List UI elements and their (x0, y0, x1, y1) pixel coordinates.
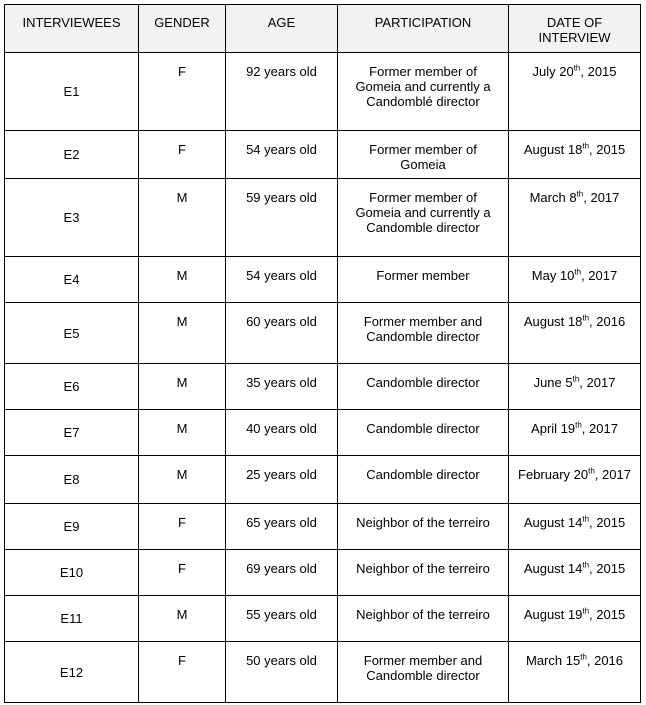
table-row (5, 257, 641, 303)
age-cell: 35 years old (226, 364, 338, 410)
header-gender: GENDER (139, 5, 226, 53)
date-ordinal-suffix: th (580, 652, 587, 662)
header-date-of-interview: DATE OF INTERVIEW (509, 5, 641, 53)
date-ordinal-suffix: th (573, 63, 581, 73)
table-row (5, 131, 641, 179)
age-cell: 69 years old (226, 550, 338, 596)
gender-cell: F (139, 53, 226, 131)
header-interviewees: INTERVIEWEES (5, 5, 139, 53)
participation-cell: Neighbor of the terreiro (338, 596, 509, 642)
date-cell (509, 596, 641, 642)
date-cell (509, 303, 641, 364)
participation-cell: Neighbor of the terreiro (338, 504, 509, 550)
date-ordinal-suffix: th (582, 560, 590, 570)
date-ordinal-suffix: th (582, 141, 590, 151)
gender-cell: F (139, 642, 226, 703)
date-main: August 14 (523, 561, 583, 576)
gender-cell: F (139, 131, 226, 179)
date-cell (509, 53, 641, 131)
date-year: , 2017 (579, 375, 616, 390)
interviewee-id: E5 (5, 303, 139, 364)
interviewee-id: E1 (5, 53, 139, 131)
interviewee-id: E8 (5, 456, 139, 504)
date-main: March 8 (529, 190, 577, 205)
date-main: August 14 (523, 515, 583, 530)
date-year: , 2015 (580, 64, 617, 79)
participation-cell: Former member and Candomble director (338, 303, 509, 364)
date-main: August 19 (523, 607, 583, 622)
date-cell (509, 642, 641, 703)
gender-cell: M (139, 596, 226, 642)
table-row (5, 364, 641, 410)
date-ordinal-suffix: th (582, 514, 590, 524)
table-row (5, 642, 641, 703)
date-cell (509, 179, 641, 257)
date-year: , 2015 (589, 607, 626, 622)
gender-cell: M (139, 364, 226, 410)
interviewee-id: E7 (5, 410, 139, 456)
table-row (5, 504, 641, 550)
age-cell: 54 years old (226, 131, 338, 179)
date-main: March 15 (525, 653, 581, 668)
gender-cell: F (139, 550, 226, 596)
date-main: May 10 (531, 268, 575, 283)
participation-cell: Candomble director (338, 456, 509, 504)
table-row (5, 410, 641, 456)
interviewee-id: E4 (5, 257, 139, 303)
gender-cell: M (139, 257, 226, 303)
date-main: June 5 (533, 375, 573, 390)
date-cell (509, 364, 641, 410)
interviewee-id: E10 (5, 550, 139, 596)
participation-cell: Neighbor of the terreiro (338, 550, 509, 596)
date-year: , 2015 (589, 561, 626, 576)
interviewee-id: E3 (5, 179, 139, 257)
age-cell: 55 years old (226, 596, 338, 642)
interviewee-id: E2 (5, 131, 139, 179)
date-year: , 2017 (581, 268, 618, 283)
date-cell (509, 456, 641, 504)
participation-cell: Candomble director (338, 364, 509, 410)
gender-cell: M (139, 410, 226, 456)
date-main: August 18 (523, 142, 583, 157)
date-cell (509, 131, 641, 179)
date-ordinal-suffix: th (572, 374, 580, 384)
table-row (5, 550, 641, 596)
header-age: AGE (226, 5, 338, 53)
date-cell (509, 257, 641, 303)
gender-cell: M (139, 303, 226, 364)
age-cell: 92 years old (226, 53, 338, 131)
date-year: , 2017 (583, 190, 620, 205)
age-cell: 50 years old (226, 642, 338, 703)
date-year: , 2017 (594, 467, 631, 482)
header-row (5, 5, 641, 53)
date-cell (509, 410, 641, 456)
gender-cell: M (139, 179, 226, 257)
date-cell (509, 550, 641, 596)
date-year: , 2016 (586, 653, 624, 668)
table-row (5, 303, 641, 364)
participation-cell: Former member of Gomeia and currently a Candomble director (338, 179, 509, 257)
date-main: August 18 (523, 314, 583, 329)
date-cell (509, 504, 641, 550)
interviewee-id: E9 (5, 504, 139, 550)
table-row (5, 456, 641, 504)
date-ordinal-suffix: th (574, 267, 582, 277)
age-cell: 60 years old (226, 303, 338, 364)
table-row (5, 53, 641, 131)
age-cell: 54 years old (226, 257, 338, 303)
age-cell: 65 years old (226, 504, 338, 550)
interviewee-id: E6 (5, 364, 139, 410)
interviewee-id: E12 (5, 642, 139, 703)
date-main: February 20 (518, 467, 589, 482)
date-main: April 19 (531, 421, 576, 436)
participation-cell: Candomble director (338, 410, 509, 456)
header-participation: PARTICIPATION (338, 5, 509, 53)
participation-cell: Former member of Gomeia and currently a Candomblé director (338, 53, 509, 131)
date-ordinal-suffix: th (576, 189, 584, 199)
participation-cell: Former member (338, 257, 509, 303)
date-ordinal-suffix: th (588, 466, 595, 476)
date-year: , 2016 (589, 314, 626, 329)
date-ordinal-suffix: th (582, 313, 590, 323)
participation-cell: Former member and Candomble director (338, 642, 509, 703)
age-cell: 40 years old (226, 410, 338, 456)
interviewee-id: E11 (5, 596, 139, 642)
table-row (5, 596, 641, 642)
date-ordinal-suffix: th (575, 420, 582, 430)
date-year: , 2015 (589, 142, 626, 157)
date-ordinal-suffix: th (582, 606, 590, 616)
participation-cell: Former member of Gomeia (338, 131, 509, 179)
date-main: July 20 (532, 64, 574, 79)
gender-cell: F (139, 504, 226, 550)
age-cell: 59 years old (226, 179, 338, 257)
date-year: , 2015 (589, 515, 626, 530)
date-year: , 2017 (581, 421, 618, 436)
interviewees-table (4, 4, 641, 703)
age-cell: 25 years old (226, 456, 338, 504)
gender-cell: M (139, 456, 226, 504)
table-row (5, 179, 641, 257)
